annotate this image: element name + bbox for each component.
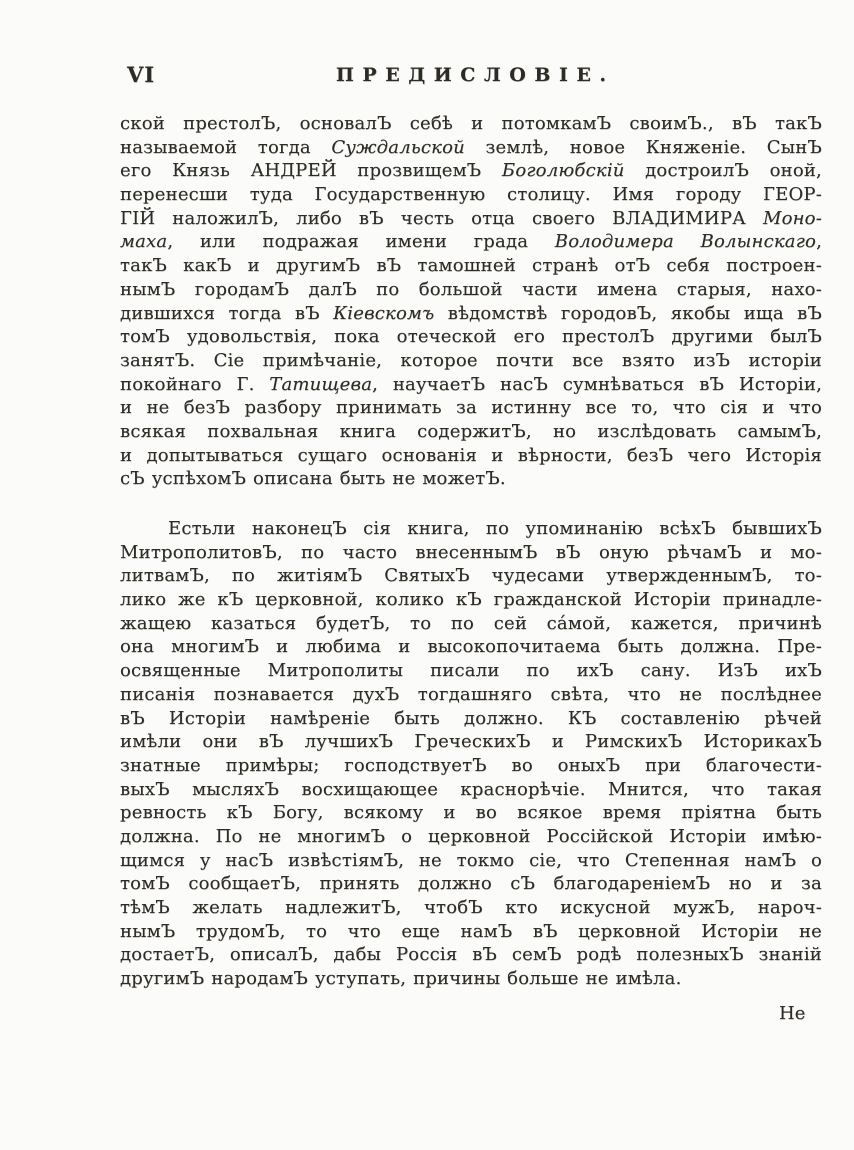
text-run: сЪ успѣхомЪ описана быть не можетЪ. bbox=[120, 468, 506, 490]
text-line bbox=[120, 112, 822, 136]
page-header-title: ПРЕДИСЛОВІЕ. bbox=[335, 64, 615, 86]
catchword: Не bbox=[779, 1003, 806, 1024]
text-line bbox=[120, 420, 822, 444]
paragraph-2 bbox=[120, 517, 822, 991]
page-number: VI bbox=[127, 62, 156, 87]
italic-text-run: Суждальской bbox=[331, 136, 465, 158]
text-line bbox=[120, 920, 822, 944]
text-line bbox=[120, 896, 822, 920]
text-run: она многимЪ и любима и высокопочитаема быть должна. Пре- bbox=[120, 636, 822, 658]
paragraph-1 bbox=[120, 112, 822, 491]
text-line bbox=[120, 136, 822, 160]
text-run: лико же кЪ церковной, колико кЪ гражданской Исторіи принадле- bbox=[120, 589, 822, 611]
text-line bbox=[120, 467, 822, 491]
text-run: МитрополитовЪ, по часто внесеннымЪ вЪ оную рѣчамЪ и мо- bbox=[120, 541, 822, 563]
text-run: томЪ сообщаетЪ, принять должно сЪ благодареніемЪ но и за bbox=[120, 873, 822, 895]
text-run: , научаетЪ насЪ сумнѣваться вЪ Исторіи, bbox=[372, 373, 822, 395]
text-run: занятЪ. Сіе примѣчаніе, которое почти все взято изЪ исторіи bbox=[120, 349, 822, 371]
text-line bbox=[120, 541, 822, 565]
text-line bbox=[120, 778, 822, 802]
text-run: , или подражая имени града bbox=[167, 231, 555, 253]
text-line bbox=[120, 230, 822, 254]
text-run: достаетЪ, описалЪ, дабы Россія вЪ семЪ родѣ полезныхЪ знаній bbox=[120, 944, 822, 966]
text-run: ГІЙ наложилЪ, либо вЪ честь отца своего ВЛАДИМИРА bbox=[120, 207, 763, 229]
text-line bbox=[120, 943, 822, 967]
text-run: писанія познавается духЪ тогдашняго свѣта, что не послѣднее bbox=[120, 683, 822, 705]
text-line bbox=[120, 872, 822, 896]
text-run: тѣмЪ желать надлежитЪ, чтобЪ кто искусной мужЪ, нароч- bbox=[120, 897, 822, 918]
text-run: нымЪ трудомЪ, то что еще намЪ вЪ церковной Исторіи не bbox=[120, 920, 822, 942]
text-line bbox=[120, 517, 822, 541]
text-run: выхЪ мысляхЪ восхищающее краснорѣчіе. Мнится, что такая bbox=[120, 778, 822, 800]
text-run: землѣ, новое Княженіе. СынЪ bbox=[464, 136, 822, 158]
text-run: дившихся тогда вЪ bbox=[120, 302, 334, 324]
text-run: томЪ удовольствія, пока отеческой его престолЪ другими былЪ bbox=[120, 326, 822, 348]
text-run: называемой тогда bbox=[120, 136, 332, 158]
text-line bbox=[120, 444, 822, 468]
text-line bbox=[120, 349, 822, 373]
text-run: и не безЪ разбору принимать за истинну все то, что сія и что bbox=[120, 397, 822, 419]
text-line bbox=[120, 659, 822, 683]
italic-text-run: Володимера Волынскаго bbox=[554, 231, 817, 253]
text-run: и допытываться сущаго основанія и вѣрности, безЪ чего Исторія bbox=[120, 444, 822, 466]
text-line bbox=[120, 754, 822, 778]
text-line bbox=[120, 849, 822, 873]
text-run: имѣли они вЪ лучшихЪ ГреческихЪ и РимскихЪ ИсторикахЪ bbox=[120, 731, 822, 753]
text-run: жащею казаться будетЪ, то по сей са́мой, кажется, причинѣ bbox=[120, 612, 822, 634]
text-run: литвамЪ, по житіямЪ СвятыхЪ чудесами утвержденнымЪ, то- bbox=[120, 565, 822, 587]
text-line bbox=[120, 254, 822, 278]
text-run: должна. По не многимЪ о церковной Россійской Исторіи имѣю- bbox=[120, 825, 822, 847]
text-line bbox=[120, 825, 822, 849]
italic-text-run: Кіевскомъ bbox=[333, 302, 435, 324]
text-run: знатные примѣры; господствуетЪ во оныхЪ при благочести- bbox=[120, 754, 822, 776]
text-line bbox=[120, 707, 822, 731]
text-line bbox=[120, 564, 822, 588]
text-line bbox=[120, 207, 822, 231]
text-run: освященные Митрополиты писали по ихЪ сану. ИзЪ ихЪ bbox=[120, 660, 822, 682]
text-line bbox=[120, 635, 822, 659]
text-line bbox=[120, 801, 822, 825]
text-line bbox=[120, 159, 822, 183]
text-run: ревность кЪ Богу, всякому и во всякое время пріятна быть bbox=[120, 802, 822, 824]
text-line bbox=[120, 967, 822, 991]
text-line bbox=[120, 373, 822, 397]
text-run: , bbox=[816, 231, 822, 253]
text-line bbox=[120, 278, 822, 302]
text-run: ской престолЪ, основалЪ себѣ и потомкамЪ своимЪ., вЪ такЪ bbox=[120, 113, 822, 134]
text-line bbox=[120, 396, 822, 420]
text-run: вѣдомствѣ городовЪ, якобы ища вЪ bbox=[434, 302, 822, 324]
page-body bbox=[120, 112, 822, 991]
italic-text-run: Боголюбскій bbox=[501, 160, 625, 182]
text-run: щимся у насЪ извѣстіямЪ, не токмо сіе, что Степенная намЪ о bbox=[120, 849, 822, 871]
text-line bbox=[120, 588, 822, 612]
text-line bbox=[120, 183, 822, 207]
text-run: другимЪ народамЪ уступать, причины больше не имѣла. bbox=[120, 968, 682, 990]
italic-text-run: Татищева bbox=[269, 373, 373, 395]
text-run: перенесши туда Государственную столицу. Имя городу ГЕОР- bbox=[120, 184, 822, 206]
text-run: Естьли наконецЪ сія книга, по упоминанію всѣхЪ бывшихЪ bbox=[168, 518, 822, 539]
text-run: его Князь АНДРЕЙ прозвищемЪ bbox=[120, 160, 502, 182]
text-line bbox=[120, 325, 822, 349]
italic-text-run: Моно- bbox=[762, 207, 822, 229]
text-run: всякая похвальная книга содержитЪ, но изслѣдовать самымЪ, bbox=[120, 420, 822, 442]
text-line bbox=[120, 612, 822, 636]
text-run: достроилЪ оной, bbox=[624, 160, 822, 182]
text-line bbox=[120, 730, 822, 754]
text-line bbox=[120, 683, 822, 707]
text-run: нымЪ городамЪ далЪ по большой части имена старыя, нахо- bbox=[120, 278, 822, 300]
italic-text-run: маха bbox=[120, 231, 168, 253]
text-run: вЪ Исторіи намѣреніе быть должно. КЪ составленію рѣчей bbox=[120, 707, 822, 729]
text-line bbox=[120, 302, 822, 326]
text-run: покойнаго Г. bbox=[120, 373, 270, 395]
text-run: такЪ какЪ и другимЪ вЪ тамошней странѣ отЪ себя построен- bbox=[120, 255, 822, 277]
